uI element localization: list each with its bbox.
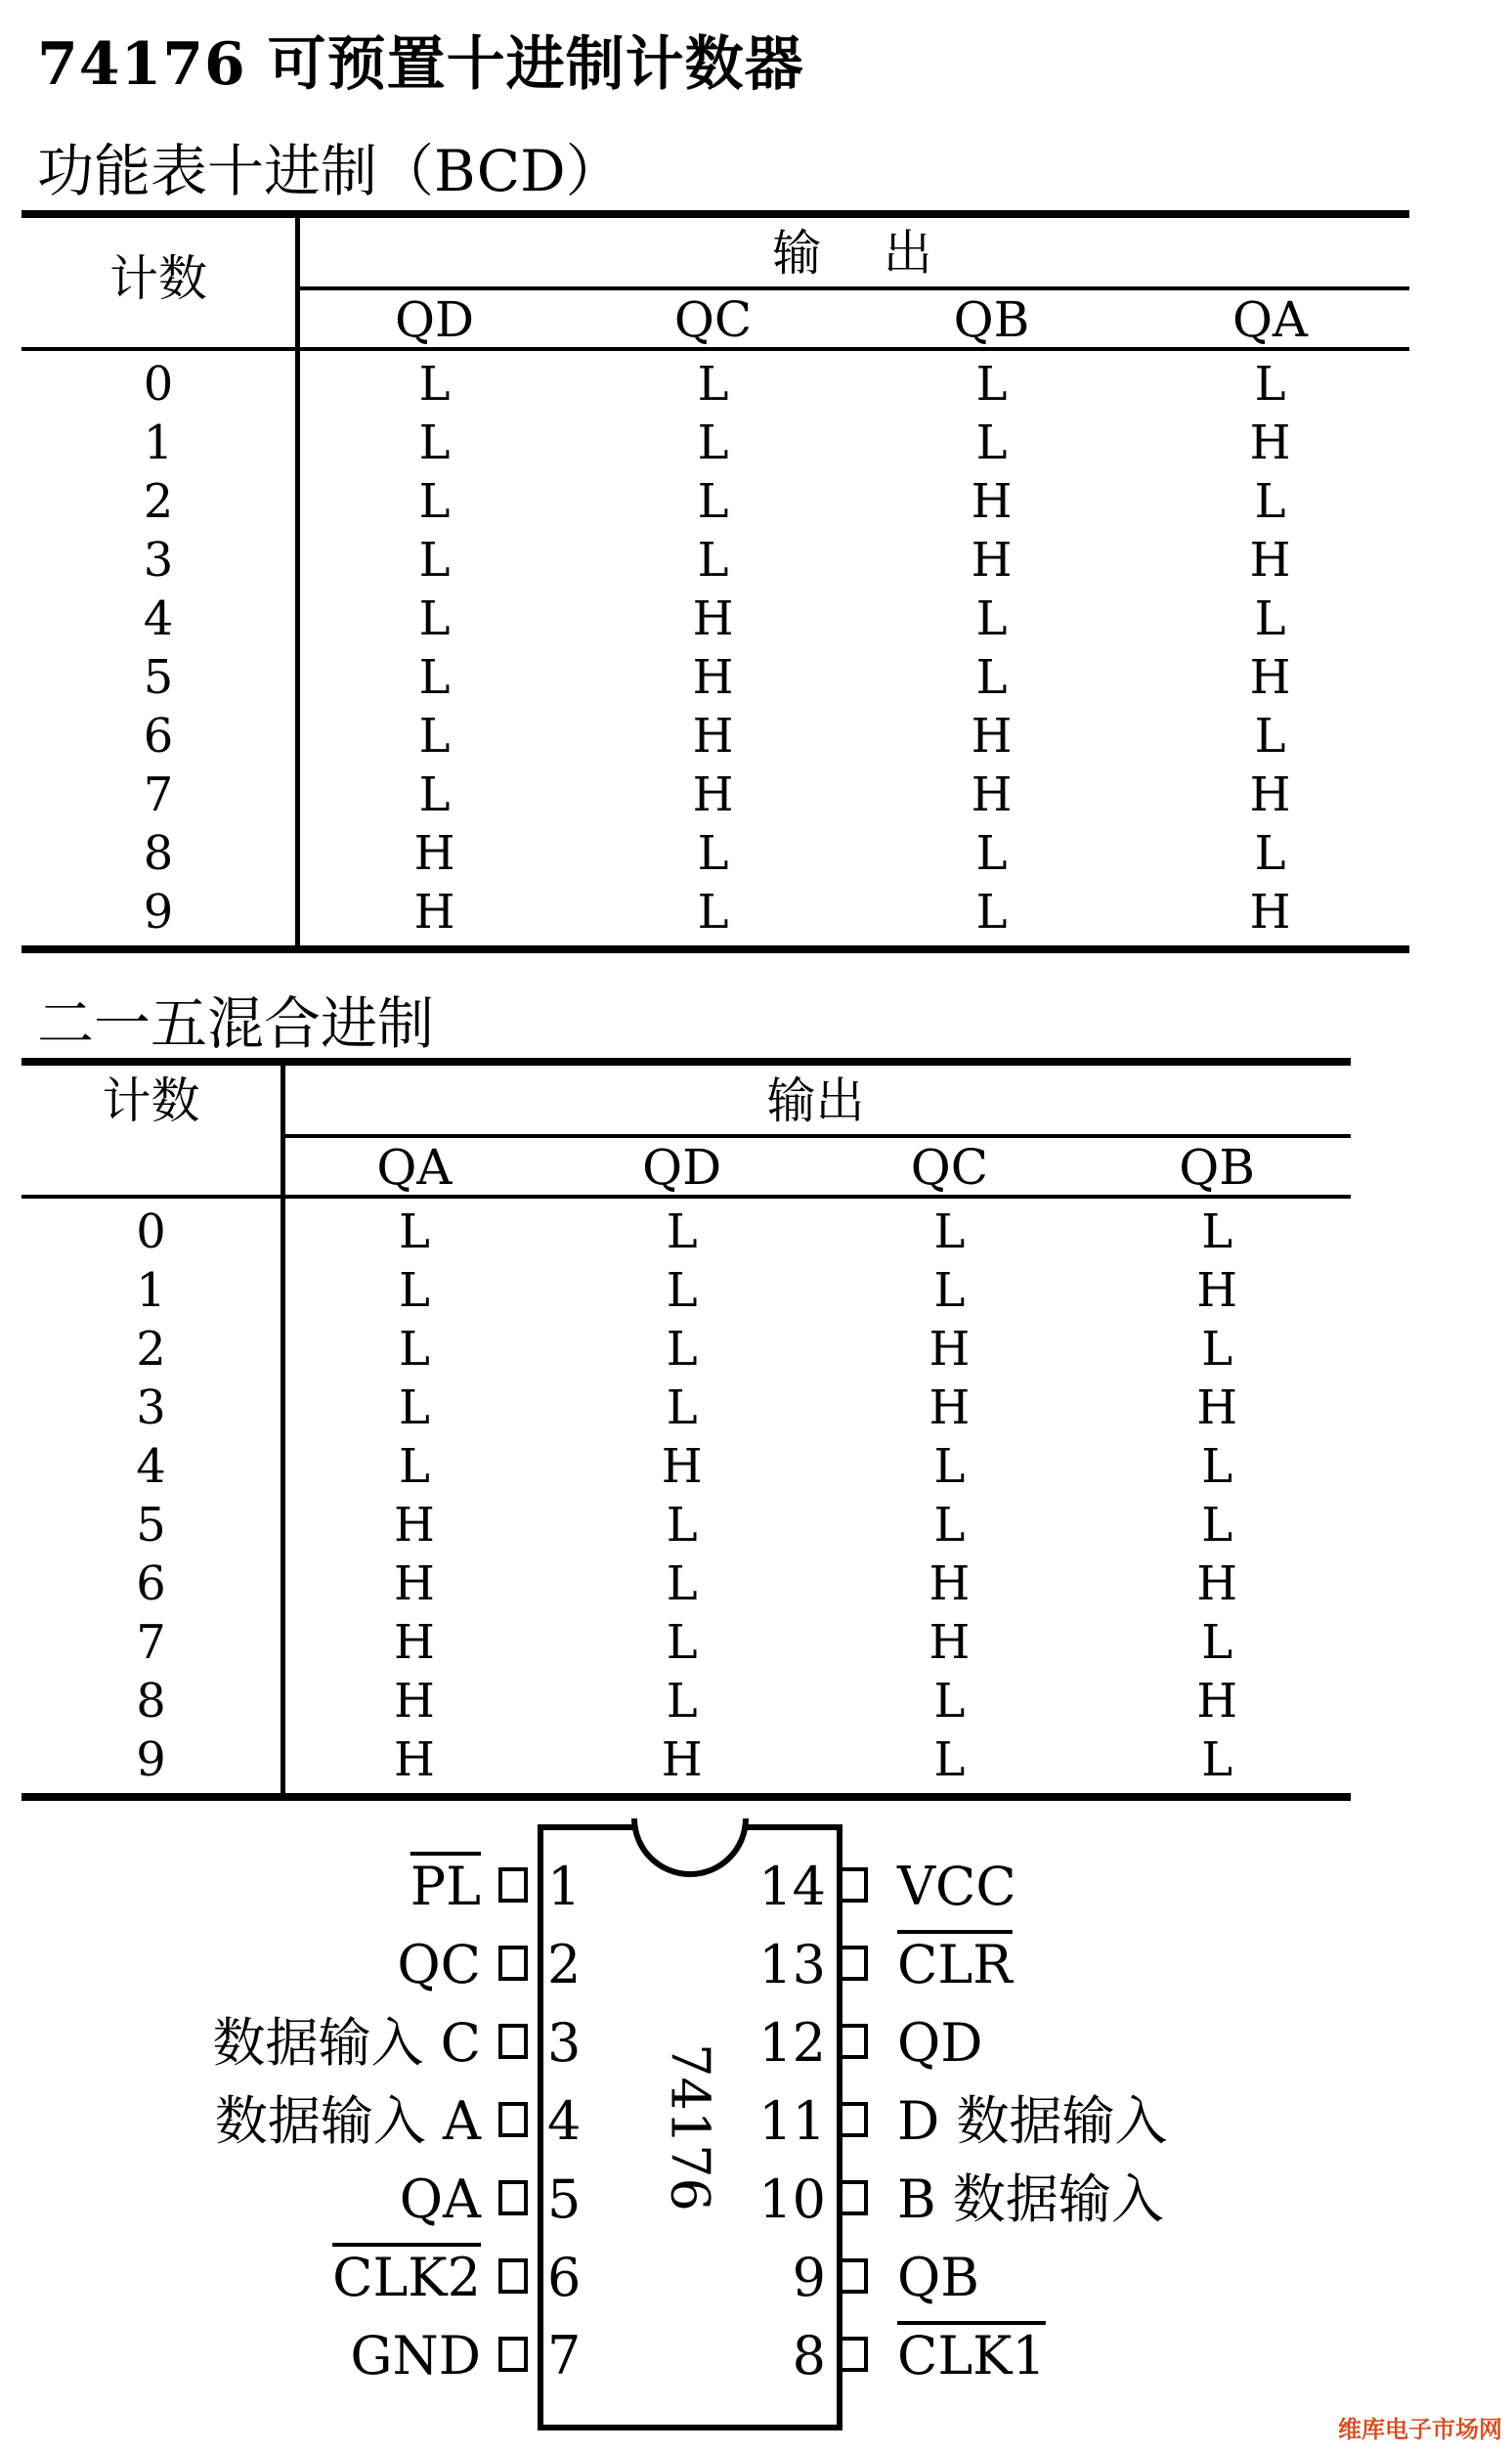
table-cell: H: [1249, 767, 1291, 822]
row-count: 4: [143, 591, 174, 646]
table-cell: H: [1249, 885, 1291, 940]
column-header-qc: QC: [673, 291, 753, 348]
table-cell: L: [933, 1498, 966, 1553]
pin-pad: [839, 1946, 868, 1981]
table-cell: L: [1201, 1615, 1233, 1670]
table-cell: H: [929, 1615, 971, 1670]
table-cell: H: [1196, 1263, 1238, 1318]
table-cell: H: [1196, 1674, 1238, 1729]
pin-number: 5: [547, 2168, 582, 2230]
pin-pad: [498, 2180, 528, 2215]
row-count: 6: [143, 709, 174, 764]
table-cell: L: [398, 1439, 430, 1494]
row-count: 1: [143, 416, 174, 470]
table-cell: H: [1249, 416, 1291, 470]
table-cell: H: [393, 1498, 435, 1553]
table-cell: L: [1201, 1498, 1233, 1553]
pin-pad: [839, 2024, 868, 2059]
table-cell: L: [666, 1322, 698, 1377]
table-cell: L: [418, 357, 451, 412]
row-count: 1: [136, 1263, 166, 1318]
table-cell: H: [1196, 1556, 1238, 1611]
row-count: 4: [136, 1439, 166, 1494]
column-header-qc: QC: [910, 1139, 988, 1196]
table-cell: L: [418, 709, 451, 764]
table-cell: L: [666, 1204, 698, 1259]
table-cell: L: [418, 650, 451, 705]
table-cell: H: [661, 1439, 703, 1494]
pin-number: 13: [758, 1934, 826, 1995]
table-cell: L: [398, 1263, 430, 1318]
pin-number: 14: [758, 1856, 826, 1917]
count-header: 计数: [102, 1073, 200, 1129]
pin-number: 6: [547, 2247, 582, 2308]
table-cell: L: [666, 1615, 698, 1670]
count-header: 计数: [109, 250, 207, 307]
table-cell: L: [1201, 1439, 1233, 1494]
table-cell: L: [398, 1204, 430, 1259]
table-cell: L: [666, 1556, 698, 1611]
table2-caption: 二一五混合进制: [37, 990, 435, 1057]
row-count: 0: [143, 357, 174, 412]
pin-pad: [839, 2180, 868, 2215]
table-cell: L: [697, 416, 729, 470]
table-cell: H: [929, 1380, 971, 1435]
table-bottom-rule: [22, 1793, 1351, 1801]
pin-number: 11: [758, 2090, 826, 2152]
column-header-qa: QA: [1231, 291, 1309, 348]
row-count: 3: [143, 533, 174, 588]
table-cell: L: [1201, 1322, 1233, 1377]
table-cell: H: [929, 1322, 971, 1377]
table-cell: L: [666, 1263, 698, 1318]
column-header-qa: QA: [376, 1139, 453, 1196]
output-header: 输出: [766, 1073, 865, 1129]
table-top-rule: [22, 1058, 1351, 1066]
table-cell: H: [393, 1615, 435, 1670]
table-cell: H: [692, 591, 734, 646]
page-title: 74176 可预置十进制计数器: [37, 30, 804, 99]
chip-part-number: 74176: [659, 2043, 721, 2211]
pin-label: 数据输入 A: [214, 2090, 481, 2152]
table-cell: H: [393, 1732, 435, 1787]
pin-label: QA: [399, 2168, 481, 2230]
table-cell: H: [692, 767, 734, 822]
column-header-qd: QD: [642, 1139, 722, 1196]
table-cell: L: [1201, 1732, 1233, 1787]
table-cell: L: [1254, 709, 1286, 764]
pin-label: D 数据输入: [897, 2090, 1168, 2152]
pin-number: 3: [547, 2012, 582, 2074]
watermark-logo: 维库电子市场网: [1338, 2416, 1502, 2443]
row-count: 7: [143, 767, 174, 822]
table-cell: L: [933, 1674, 966, 1729]
output-header: 输 出: [772, 225, 932, 282]
row-count: 7: [136, 1615, 166, 1670]
pin-pad: [498, 2102, 528, 2137]
table-cell: L: [1201, 1204, 1233, 1259]
table-cell: L: [697, 885, 729, 940]
pin-number: 2: [547, 1934, 582, 1995]
table-cell: L: [1254, 826, 1286, 881]
table-cell: L: [418, 416, 451, 470]
table-cell: H: [971, 767, 1013, 822]
pin-number: 10: [758, 2168, 826, 2230]
pin-number: 12: [758, 2012, 826, 2074]
table-cell: H: [929, 1556, 971, 1611]
pin-label: $\overline{CLR}$: [897, 1934, 1013, 1995]
pin-pad: [839, 2337, 868, 2372]
table-cell: H: [393, 1556, 435, 1611]
pin-label: QB: [897, 2247, 979, 2308]
bi-quinary-function-table: [22, 1058, 1351, 1801]
table-cell: L: [975, 826, 1008, 881]
row-count: 8: [136, 1674, 166, 1729]
bcd-function-table: [22, 210, 1409, 953]
table-cell: L: [975, 416, 1008, 470]
row-count: 0: [136, 1204, 166, 1259]
pin-number: 9: [792, 2247, 826, 2308]
table-cell: L: [697, 826, 729, 881]
pin-label: 数据输入 C: [212, 2012, 481, 2074]
table-cell: L: [975, 591, 1008, 646]
table1-caption: 功能表十进制（BCD）: [37, 138, 623, 204]
pin-label: $\overline{PL}$: [410, 1856, 481, 1917]
table-cell: L: [1254, 591, 1286, 646]
table-cell: H: [971, 533, 1013, 588]
pin-pad: [498, 1867, 528, 1903]
table-cell: H: [692, 709, 734, 764]
table-cell: H: [661, 1732, 703, 1787]
table-cell: L: [418, 474, 451, 529]
column-header-qb: QB: [1179, 1139, 1255, 1196]
row-count: 2: [143, 474, 174, 529]
table-cell: L: [933, 1263, 966, 1318]
row-count: 6: [136, 1556, 166, 1611]
pin-label: B 数据输入: [897, 2168, 1164, 2230]
table-cell: L: [666, 1498, 698, 1553]
pin-label: CLK2: [332, 2247, 481, 2308]
pin-number: 1: [547, 1856, 582, 1917]
pin-label: QD: [897, 2012, 983, 2074]
pin-label: QC: [397, 1934, 481, 1995]
pin-pad: [498, 1946, 528, 1981]
pin-number: 7: [547, 2325, 582, 2386]
table-cell: L: [1254, 357, 1286, 412]
table-cell: L: [666, 1674, 698, 1729]
table-cell: L: [975, 885, 1008, 940]
table-cell: L: [697, 474, 729, 529]
table-cell: H: [1249, 650, 1291, 705]
table-cell: L: [933, 1439, 966, 1494]
table-cell: L: [418, 767, 451, 822]
table-top-rule: [22, 210, 1409, 218]
pin-label: CLK1: [897, 2325, 1046, 2386]
pin-number: 4: [547, 2090, 582, 2152]
pin-number: 8: [792, 2325, 826, 2386]
table-cell: L: [398, 1322, 430, 1377]
table-cell: H: [413, 885, 455, 940]
table-cell: L: [975, 650, 1008, 705]
table-cell: H: [971, 474, 1013, 529]
table-cell: H: [393, 1674, 435, 1729]
row-count: 5: [143, 650, 174, 705]
table-cell: L: [398, 1380, 430, 1435]
table-cell: H: [692, 650, 734, 705]
pin-pad: [498, 2337, 528, 2372]
table-bottom-rule: [22, 945, 1409, 953]
pin-pad: [839, 2258, 868, 2294]
row-count: 2: [136, 1322, 166, 1377]
pin-pad: [839, 1867, 868, 1903]
table-cell: L: [975, 357, 1008, 412]
table-cell: L: [697, 357, 729, 412]
table-cell: L: [933, 1204, 966, 1259]
column-header-qb: QB: [953, 291, 1030, 348]
column-header-qd: QD: [394, 291, 475, 348]
row-count: 9: [136, 1732, 166, 1787]
table-cell: L: [418, 591, 451, 646]
table-cell: H: [1249, 533, 1291, 588]
row-count: 5: [136, 1498, 166, 1553]
table-cell: L: [666, 1380, 698, 1435]
table-cell: H: [1196, 1380, 1238, 1435]
pin-label: GND: [350, 2325, 481, 2386]
pin-pad: [498, 2024, 528, 2059]
row-count: 8: [143, 826, 174, 881]
row-count: 9: [143, 885, 174, 940]
table-cell: H: [971, 709, 1013, 764]
row-count: 3: [136, 1380, 166, 1435]
pin-pad: [498, 2258, 528, 2294]
table-cell: L: [1254, 474, 1286, 529]
table-cell: L: [933, 1732, 966, 1787]
table-cell: H: [413, 826, 455, 881]
pin-pad: [839, 2102, 868, 2137]
table-cell: L: [697, 533, 729, 588]
pin-label: VCC: [897, 1856, 1016, 1917]
table-cell: L: [418, 533, 451, 588]
